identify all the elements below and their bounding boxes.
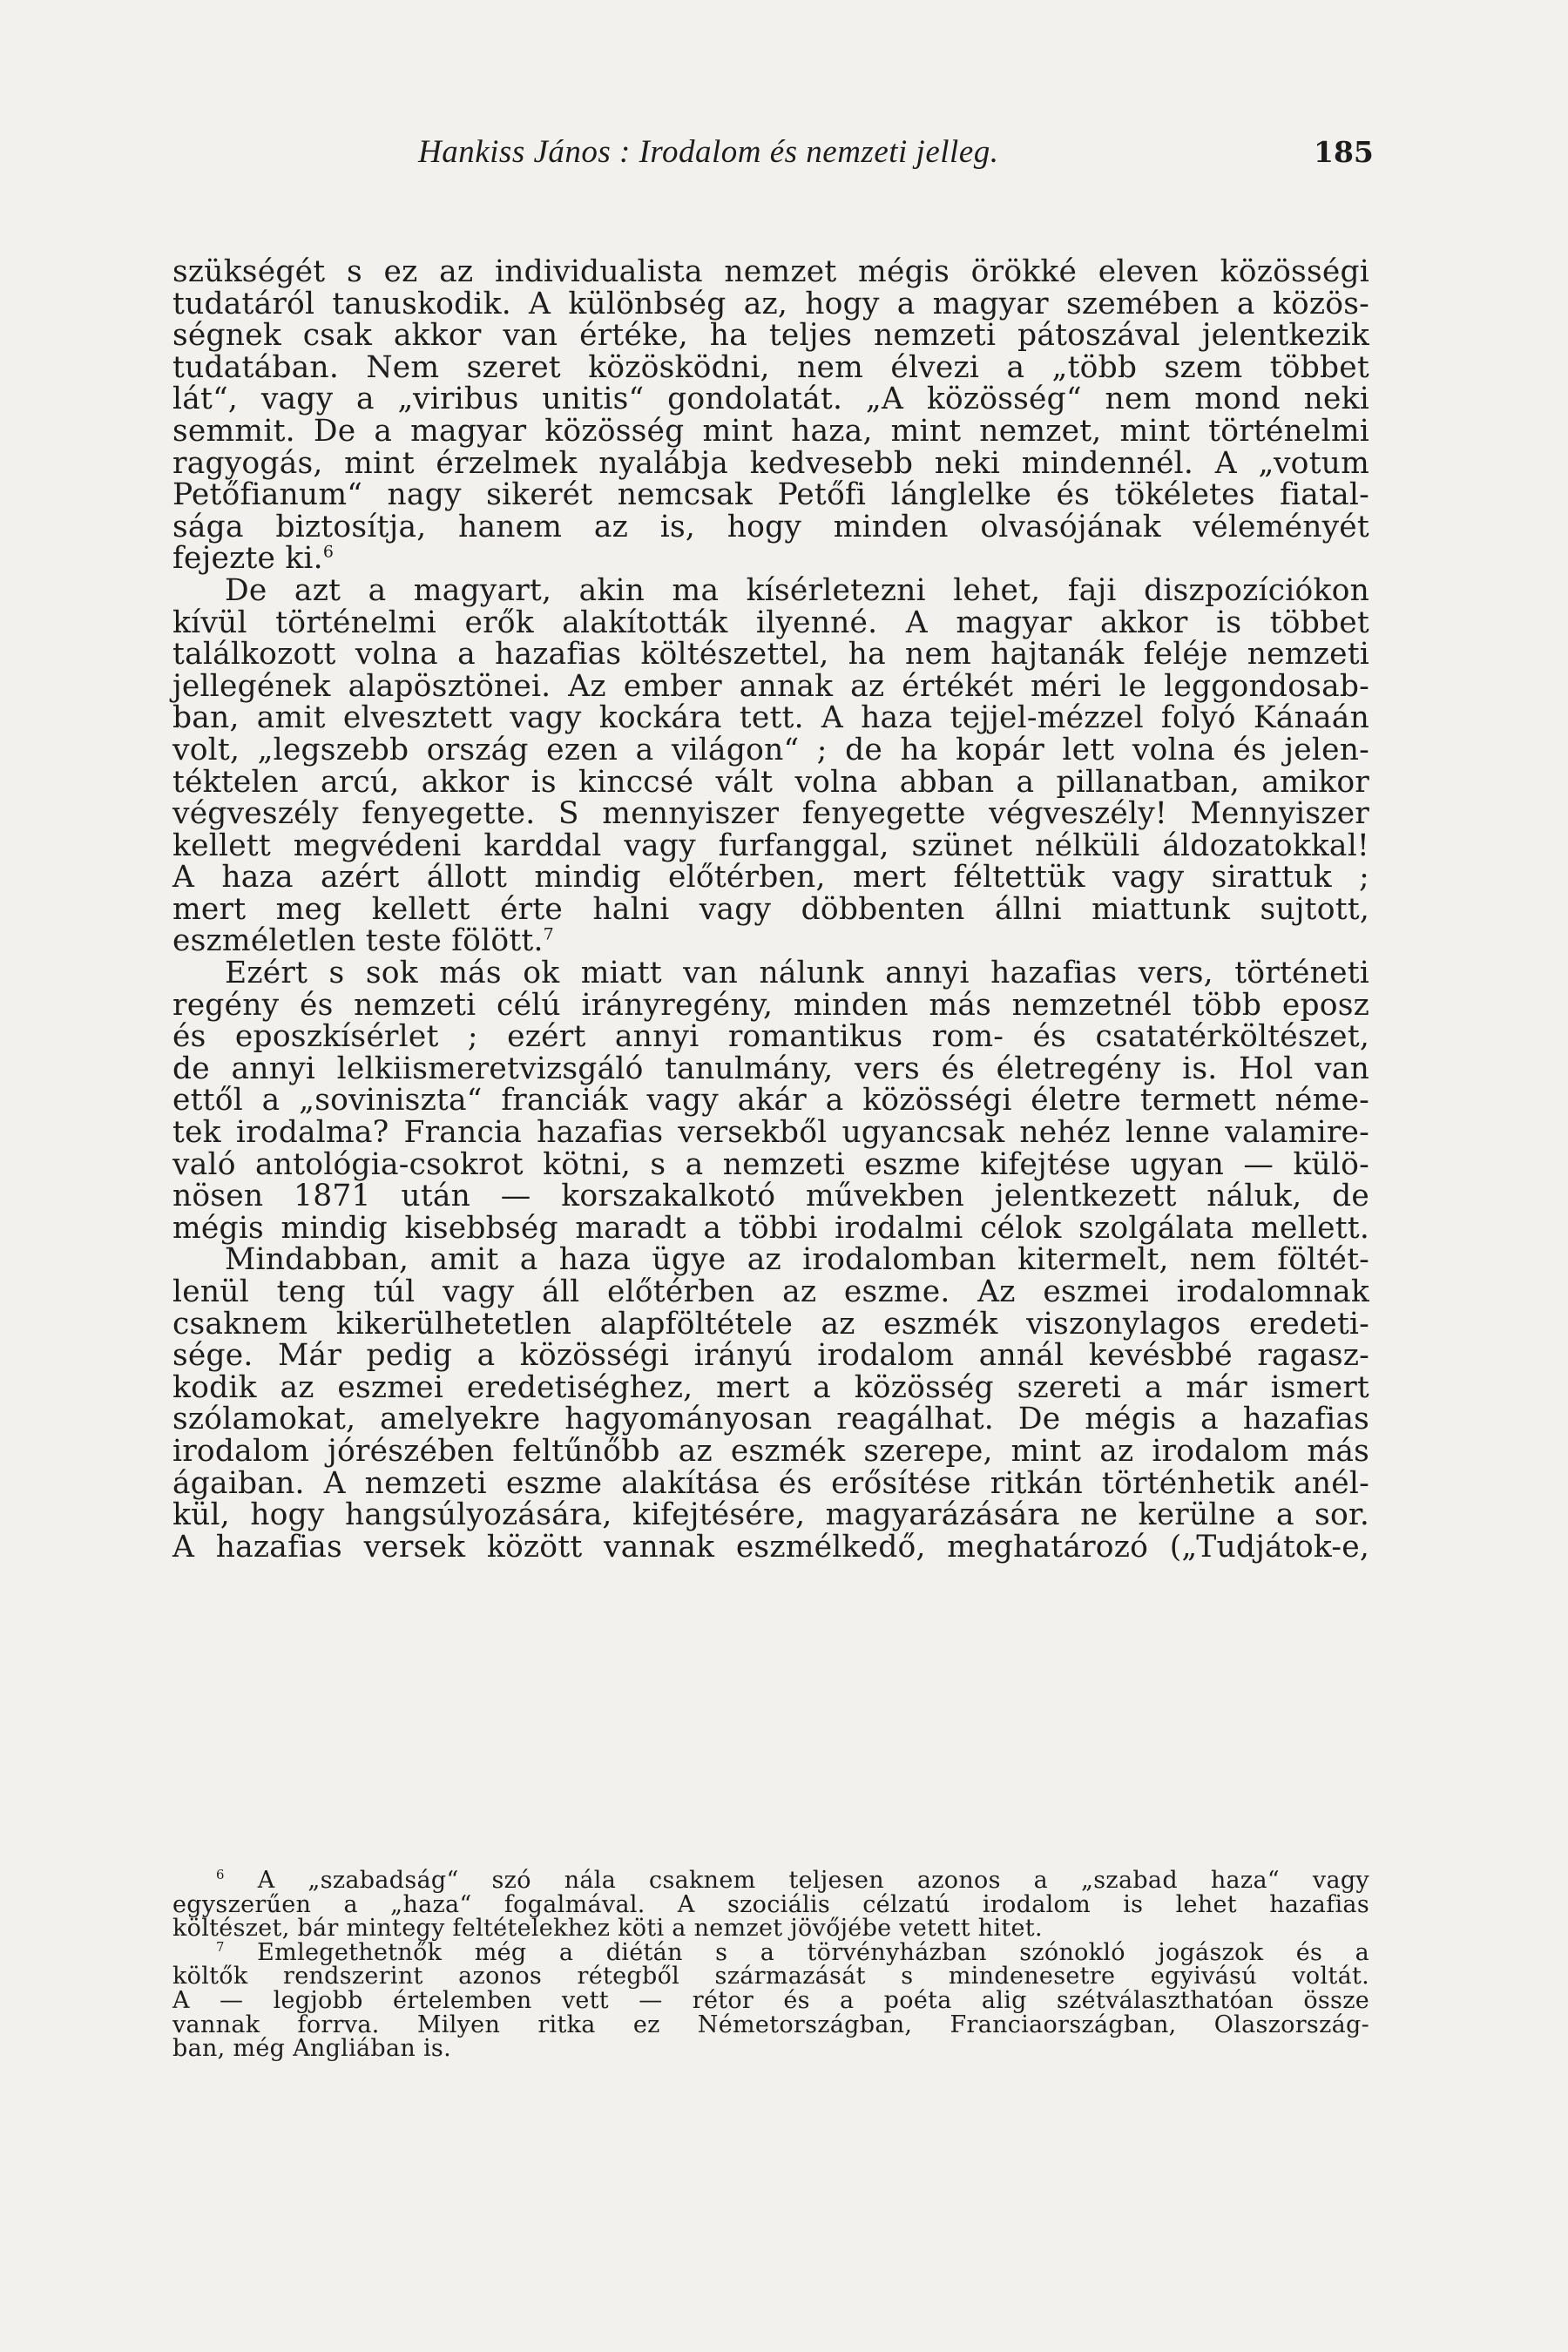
text-line: De azt a magyart, akin ma kísérletezni lehet, faji diszpozíciókon	[225, 572, 1369, 608]
footnote-line: költők rendszerint azonos rétegből származását s mindenesetre egyivású voltát.	[172, 1963, 1369, 1990]
footnote-line: vannak forrva. Milyen ritka ez Németországban, Franciaországban, Olaszország-	[172, 2011, 1369, 2038]
footnote-line: költészet, bár mintegy feltételekhez köti a nemzet jövőjébe vetett hitet.	[172, 1915, 1043, 1943]
text-line: tudatáról tanuskodik. A különbség az, hogy a magyar szemében a közös-	[172, 286, 1369, 321]
footnote-7	[172, 1938, 1369, 1966]
text-line: való antológia-csokrot kötni, s a nemzeti eszme kifejtése ugyan — külö-	[172, 1146, 1369, 1182]
text-line: ségnek csak akkor van értéke, ha teljes nemzeti pátoszával jelentkezik	[172, 318, 1369, 354]
footnote-line: ban, még Angliában is.	[172, 2035, 451, 2063]
text-line: szükségét s ez az individualista nemzet mégis örökké eleven közösségi	[172, 254, 1369, 289]
text-line: jellegének alapösztönei. Az ember annak az értékét méri le leggondosab-	[172, 668, 1369, 704]
text-line: sága biztosítja, hanem az is, hogy minden olvasójának véleményét	[172, 509, 1369, 544]
text-line: lenül teng túl vagy áll előtérben az eszme. Az eszmei irodalomnak	[172, 1274, 1369, 1309]
text-line: téktelen arcú, akkor is kinccsé vált volna abban a pillanatban, amikor	[172, 764, 1369, 800]
text-line: mert meg kellett érte halni vagy döbbenten állni miattunk sujtott,	[172, 891, 1369, 927]
text-line: ágaiban. A nemzeti eszme alakítása és erősítése ritkán történhetik anél-	[172, 1465, 1369, 1501]
text-line: semmit. De a magyar közösség mint haza, mint nemzet, mint történelmi	[172, 413, 1369, 449]
text-line: szólamokat, amelyekre hagyományosan reagálhat. De mégis a hazafias	[172, 1402, 1369, 1437]
text-line-content: eszméletlen teste fölött.	[172, 923, 544, 959]
text-line: és eposzkísérlet ; ezért annyi romantikus rom- és csatatérköltészet,	[172, 1019, 1369, 1055]
footnote-reference-6[interactable]: 6	[322, 542, 335, 562]
text-line-content: fejezte ki.	[172, 541, 323, 577]
text-line: Mindabban, amit a haza ügye az irodalomban kitermelt, nem föltét-	[225, 1242, 1369, 1278]
text-line: irodalom jórészében feltűnőbb az eszmék szerepe, mint az irodalom más	[172, 1433, 1369, 1469]
text-line	[172, 543, 1369, 575]
text-line: Ezért s sok más ok miatt van nálunk annyi hazafias vers, történeti	[225, 956, 1369, 991]
text-line: kellett megvédeni karddal vagy furfanggal, szünet nélküli áldozatokkal!	[172, 828, 1369, 863]
main-text	[172, 256, 1369, 1563]
footnote-6	[172, 1869, 1369, 1893]
text-line: Petőfianum“ nagy sikerét nemcsak Petőfi lánglelke és tökéletes fiatal-	[172, 477, 1369, 513]
footnote-marker-7: 7	[216, 1938, 225, 1955]
page-number: 185	[1314, 135, 1374, 169]
text-line: végveszély fenyegette. S mennyiszer fenyegette végveszély! Mennyiszer	[172, 796, 1369, 832]
text-line: lát“, vagy a „viribus unitis“ gondolatát. „A közösség“ nem mond neki	[172, 382, 1369, 417]
text-line: kodik az eszmei eredetiséghez, mert a közösség szereti a már ismert	[172, 1369, 1369, 1405]
text-line: mégis mindig kisebbség maradt a többi irodalmi célok szolgálata mellett.	[172, 1210, 1369, 1246]
footnote-line: egyszerűen a „haza“ fogalmával. A szociális célzatú irodalom is lehet hazafias	[172, 1890, 1369, 1918]
footnote-reference-7[interactable]: 7	[543, 924, 554, 944]
text-line: regény és nemzeti célú irányregény, minden más nemzetnél több eposz	[172, 987, 1369, 1023]
footnotes	[172, 1869, 1369, 2061]
text-line: csaknem kikerülhetetlen alapföltétele az eszmék viszonylagos eredeti-	[172, 1306, 1369, 1342]
text-line: ban, amit elvesztett vagy kockára tett. A haza tejjel-mézzel folyó Kánaán	[172, 700, 1369, 736]
text-line: kívül történelmi erők alakították ilyenné. A magyar akkor is többet	[172, 605, 1369, 640]
footnote-line: A — legjobb értelemben vett — rétor és a poéta alig szétválaszthatóan össze	[172, 1986, 1369, 2014]
text-line: ettől a „soviniszta“ franciák vagy akár a közösségi életre termett néme-	[172, 1083, 1369, 1119]
text-line: de annyi lelkiismeretvizsgáló tanulmány, vers és életregény is. Hol van	[172, 1051, 1369, 1086]
text-line: ragyogás, mint érzelmek nyalábja kedvesebb neki mindennél. A „votum	[172, 445, 1369, 481]
text-line: tudatában. Nem szeret közösködni, nem élvezi a „több szem többet	[172, 349, 1369, 385]
text-line: A haza azért állott mindig előtérben, mert féltettük vagy sirattuk ;	[172, 860, 1369, 896]
text-line: nösen 1871 után — korszakalkotó művekben jelentkezett náluk, de	[172, 1179, 1369, 1214]
text-line: kül, hogy hangsúlyozására, kifejtésére, magyarázására ne kerülne a sor.	[172, 1497, 1369, 1533]
running-head: Hankiss János : Irodalom és nemzeti jelleg.	[418, 134, 999, 170]
footnote-text: A „szabadság“ szó nála csaknem teljesen azonos a „szabad haza“ vagy	[257, 1867, 1369, 1894]
footnote-text: Emlegethetnők még a diétán s a törvényházban szónokló jogászok és a	[257, 1938, 1369, 1966]
text-line: tek irodalma? Francia hazafias versekből ugyancsak nehéz lenne valamire-	[172, 1115, 1369, 1151]
text-line: sége. Már pedig a közösségi irányú irodalom annál kevésbbé ragasz-	[172, 1338, 1369, 1374]
text-line	[172, 925, 1369, 957]
text-line: A hazafias versek között vannak eszmélkedő, meghatározó („Tudjátok-e,	[172, 1529, 1369, 1565]
text-line: volt, „legszebb ország ezen a világon“ ; de ha kopár lett volna és jelen-	[172, 732, 1369, 767]
text-line: találkozott volna a hazafias költészettel, ha nem hajtanák feléje nemzeti	[172, 637, 1369, 672]
footnote-marker-6: 6	[216, 1867, 225, 1882]
